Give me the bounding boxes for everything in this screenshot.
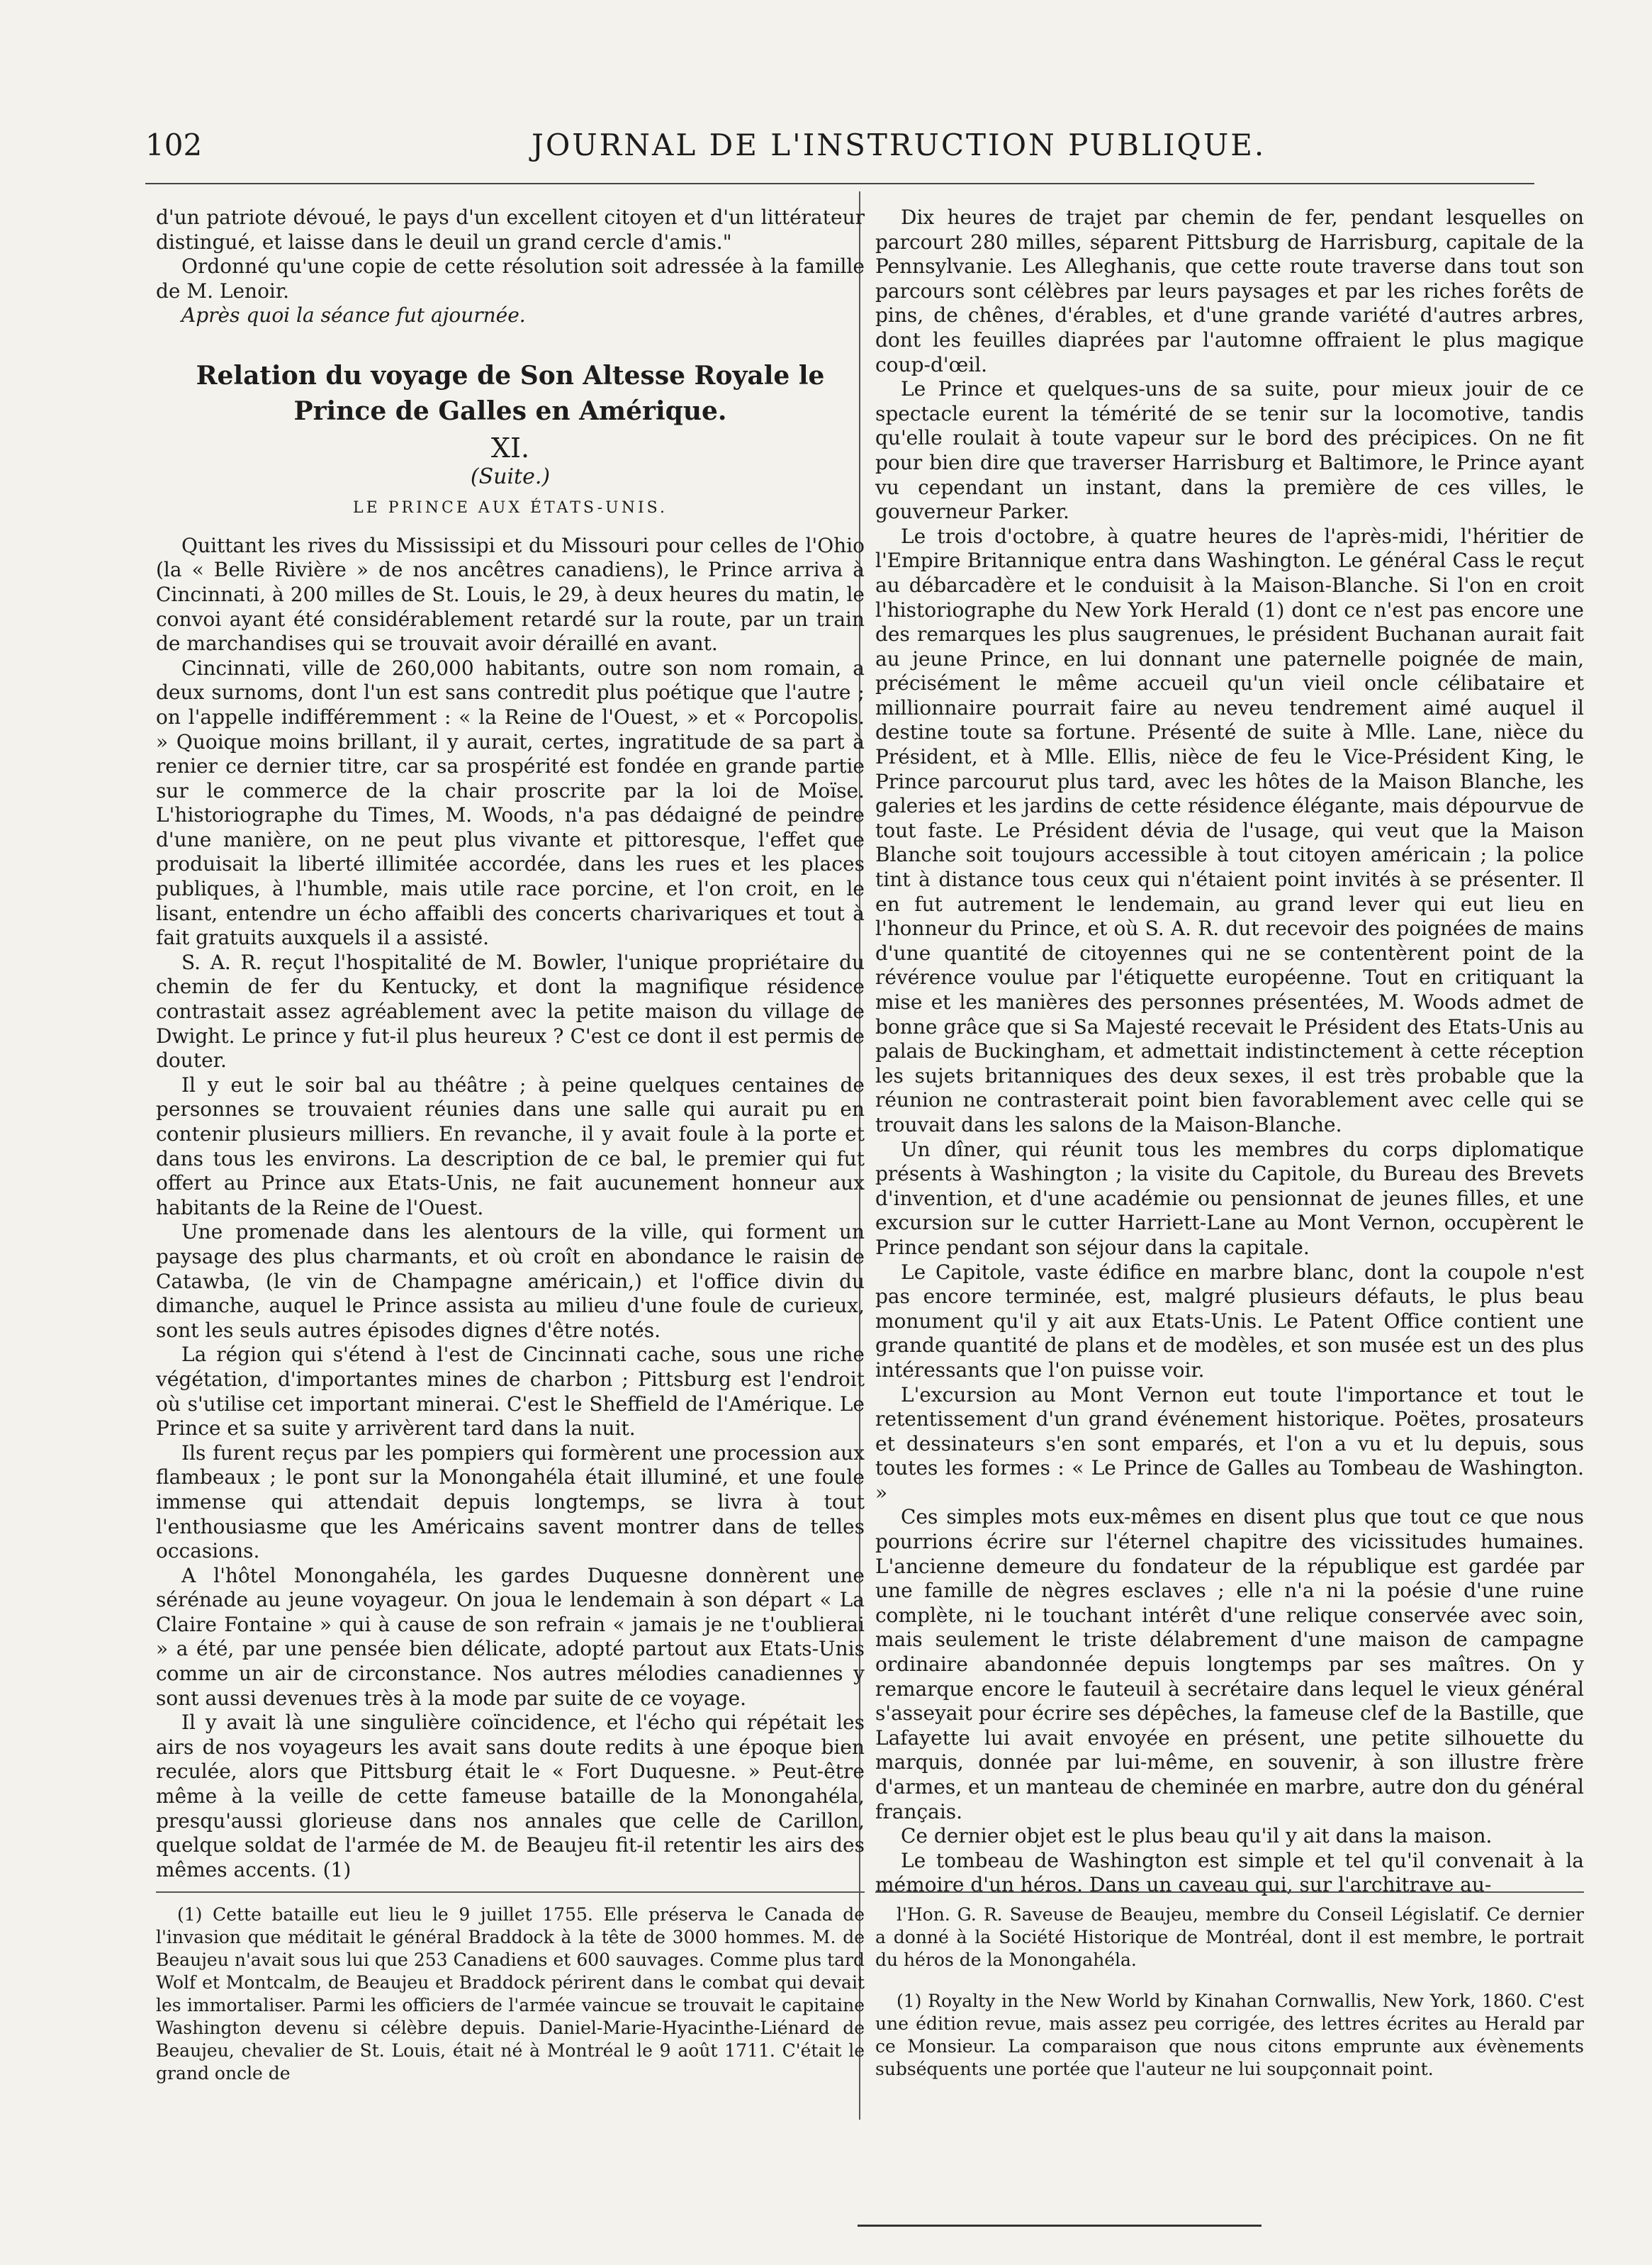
page-number: 102 bbox=[145, 128, 203, 162]
page-header bbox=[145, 128, 1534, 177]
section-subheading: LE PRINCE AUX ÉTATS-UNIS. bbox=[353, 499, 668, 518]
body-paragraph: Une promenade dans les alentours de la ville, qui forment un paysage des plus charmants, et où croît en abondance le raisin de Catawba, (le vin de Champagne américain,) et l'office divin du dimanche, auquel le Prince assista au milieu d'une foule de curieux, sont les seuls autres épisodes dignes d'être notés. bbox=[156, 1220, 865, 1342]
body-paragraph: Cincinnati, ville de 260,000 habitants, outre son nom romain, a deux surnoms, dont l'un est sans contredit plus poétique que l'autre ; on l'appelle indifféremment : « la Reine de l'Ouest, » et « Porcopolis. » Quoique moins brillant, il y aurait, certes, ingratitude de sa part à renier ce dernier titre, car sa prospérité est fondée en grande partie sur le commerce de la chair proscrite par la loi de Moïse. L'historiographe du Times, M. Woods, n'a pas dédaigné de peindre d'une manière, on ne peut plus vivante et pittoresque, l'effet que produisait la liberté illimitée accordée, dans les rues et les places publiques, à l'humble, mais utile race porcine, et l'on croit, en le lisant, entendre un écho affaibli des concerts charivariques et tout à fait gratuits auxquels il a assisté. bbox=[156, 656, 865, 950]
right-column bbox=[875, 206, 1584, 1898]
intro-paragraph: Après quoi la séance fut ajournée. bbox=[181, 303, 526, 328]
body-paragraph: Quittant les rives du Mississipi et du Missouri pour celles de l'Ohio (la « Belle Rivière » de nos ancêtres canadiens), le Prince arriva à Cincinnati, à 200 milles de St. Louis, le 29, à deux heures du matin, le convoi ayant été considérablement retardé sur la route, par un train de marchandises qui se trouvait avoir déraillé en avant. bbox=[156, 533, 865, 656]
intro-paragraph: d'un patriote dévoué, le pays d'un excellent citoyen et d'un littérateur distingué, et laisse dans le deuil un grand cercle d'amis." bbox=[156, 206, 865, 254]
article-title-line: Relation du voyage de Son Altesse Royale le bbox=[196, 360, 825, 391]
footnote-continuation: l'Hon. G. R. Saveuse de Beaujeu, membre du Conseil Législatif. Ce dernier a donné à la Société Historique de Montréal, dont il est membre, le portrait du héros de la Monongahéla. bbox=[875, 1904, 1584, 1970]
article-title-line: Prince de Galles en Amérique. bbox=[293, 396, 727, 426]
body-paragraph: Le Capitole, vaste édifice en marbre blanc, dont la coupole n'est pas encore terminée, est, malgré plusieurs défauts, le plus beau monument qu'il y ait aux Etats-Unis. Le Patent Office contient une grande quantité de plans et de modèles, et son musée est un des plus intéressants que l'on puisse voir. bbox=[875, 1260, 1584, 1382]
body-paragraph: Le Prince et quelques-uns de sa suite, pour mieux jouir de ce spectacle eurent la témérité de se tenir sur la locomotive, tandis qu'elle roulait à toute vapeur sur le bord des précipices. On ne fit pour bien dire que traverser Harrisburg et Baltimore, le Prince ayant vu cependant un instant, dans la première de ces villes, le gouverneur Parker. bbox=[875, 377, 1584, 524]
footnote-rule-right bbox=[875, 1891, 1584, 1893]
body-paragraph: Le tombeau de Washington est simple et tel qu'il convenait à la mémoire d'un héros. Dans un caveau qui, sur l'architrave au- bbox=[875, 1848, 1584, 1897]
article-title bbox=[156, 358, 865, 429]
body-paragraph: L'excursion au Mont Vernon eut toute l'importance et tout le retentissement d'un grand événement historique. Poëtes, prosateurs et dessinateurs s'en sont emparés, et l'on a vu et lu depuis, sous toutes les formes : « Le Prince de Galles au Tombeau de Washington. » bbox=[875, 1382, 1584, 1504]
body-paragraph: Dix heures de trajet par chemin de fer, pendant lesquelles on parcourt 280 milles, séparent Pittsburg de Harrisburg, capitale de la Pennsylvanie. Les Alleghanis, que cette route traverse dans tout son parcours sont célèbres par leurs paysages et par les riches forêts de pins, de chênes, d'érables, et d'une grande variété d'autres arbres, dont les feuilles diaprées par l'automne offraient le plus magique coup-d'œil. bbox=[875, 206, 1584, 376]
running-title: JOURNAL DE L'INSTRUCTION PUBLIQUE. bbox=[532, 128, 1266, 162]
body-paragraph: La région qui s'étend à l'est de Cincinnati cache, sous une riche végétation, d'importantes mines de charbon ; Pittsburg est l'endroit où s'utilise cet important minerai. C'est le Sheffield de l'Amérique. Le Prince et sa suite y arrivèrent tard dans la nuit. bbox=[156, 1343, 865, 1441]
intro-paragraph: Ordonné qu'une copie de cette résolution soit adressée à la famille de M. Lenoir. bbox=[156, 255, 865, 303]
suite-label: (Suite.) bbox=[470, 464, 551, 489]
body-paragraph: S. A. R. reçut l'hospitalité de M. Bowler, l'unique propriétaire du chemin de fer du Kentucky, et dont la magnifique résidence contrastait assez agréablement avec la petite maison du village de Dwight. Le prince y fut-il plus heureux ? C'est ce dont il est permis de douter. bbox=[156, 950, 865, 1073]
body-paragraph: A l'hôtel Monongahéla, les gardes Duquesne donnèrent une sérénade au jeune voyageur. On joua le lendemain à son départ « La Claire Fontaine » qui à cause de son refrain « jamais je ne t'oublierai » a été, par une pensée bien délicate, adopté partout aux Etats-Unis comme un air de circonstance. Nos autres mélodies canadiennes y sont aussi devenues très à la mode par suite de ce voyage. bbox=[156, 1563, 865, 1710]
footnotes-right bbox=[875, 1903, 1584, 2081]
body-paragraph: Il y avait là une singulière coïncidence, et l'écho qui répétait les airs de nos voyageurs les avait sans doute redits à une époque bien reculée, alors que Pittsburg était le « Fort Duquesne. » Peut-être même à la veille de cette fameuse bataille de la Monongahéla, presqu'aussi glorieuse dans nos annales que celle de Carillon, quelque soldat de l'armée de M. de Beaujeu fit-il retentir les airs des mêmes accents. (1) bbox=[156, 1711, 865, 1881]
footnote: (1) Royalty in the New World by Kinahan Cornwallis, New York, 1860. C'est une édition revue, mais assez peu corrigée, des lettres écrites au Herald par ce Monsieur. La comparaison que nous citons emprunte aux évènements subséquents une portée que l'auteur ne lui soupçonnait point. bbox=[875, 1991, 1584, 2079]
section-numeral: XI. bbox=[490, 432, 530, 464]
left-column bbox=[156, 206, 865, 1882]
body-paragraph: Ce dernier objet est le plus beau qu'il y ait dans la maison. bbox=[901, 1824, 1493, 1848]
footnote-rule-left bbox=[156, 1891, 865, 1893]
bottom-rule bbox=[858, 2225, 1262, 2227]
body-paragraph: Ils furent reçus par les pompiers qui formèrent une procession aux flambeaux ; le pont sur la Monongahéla était illuminé, et une foule immense qui attendait depuis longtemps, se livra à tout l'enthousiasme que les Américains savent montrer dans de telles occasions. bbox=[156, 1441, 865, 1563]
footnote: (1) Cette bataille eut lieu le 9 juillet 1755. Elle préserva le Canada de l'invasion que méditait le général Braddock à la tête de 3000 hommes. M. de Beaujeu n'avait sous lui que 253 Canadiens et 600 sauvages. Comme plus tard Wolf et Montcalm, de Beaujeu et Braddock périrent dans le combat qui devait les immortaliser. Parmi les officiers de l'armée vaincue se trouvait le capitaine Washington devenu si célèbre depuis. Daniel-Marie-Hyacinthe-Liénard de Beaujeu, chevalier de St. Louis, était né à Montréal le 9 août 1711. C'était le grand oncle de bbox=[156, 1904, 865, 2084]
body-paragraph: Le trois d'octobre, à quatre heures de l'après-midi, l'héritier de l'Empire Britannique entra dans Washington. Le général Cass le reçut au débarcadère et le conduisit à la Maison-Blanche. Si l'on en croit l'historiographe du New York Herald (1) dont ce n'est pas encore une des remarques les plus saugrenues, le président Buchanan aurait fait au jeune Prince, en lui donnant une paternelle poignée de main, précisément le même accueil qu'un vieil oncle célibataire et millionnaire pourrait faire au neveu tendrement aimé auquel il destine toute sa fortune. Présenté de suite à Mlle. Lane, nièce du Président, et à Mlle. Ellis, nièce de feu le Vice-Président King, le Prince parcourut plus tard, avec les hôtes de la Maison Blanche, les galeries et les jardins de cette résidence élégante, mais dépourvue de tout faste. Le Président dévia de l'usage, qui veut que la Maison Blanche soit toujours accessible à tout citoyen américain ; la police tint à distance tous ceux qui n'étaient point invités à se présenter. Il en fut autrement le lendemain, au grand lever qui eut lieu en l'honneur du Prince, et où S. A. R. dut recevoir des poignées de mains d'une quantité de citoyennes qui ne se contentèrent point de la révérence voulue par l'étiquette européenne. Tout en critiquant la mise et les manières des personnes présentées, M. Woods admet de bonne grâce que si Sa Majesté recevait le Président des Etats-Unis au palais de Buckingham, et admettait indistinctement à cette réception les sujets britanniques des deux sexes, il est très probable que la réunion ne contrasterait point bien favorablement avec celle qui se trouvait dans les salons de la Maison-Blanche. bbox=[875, 524, 1584, 1136]
body-paragraph: Un dîner, qui réunit tous les membres du corps diplomatique présents à Washington ; la visite du Capitole, du Bureau des Brevets d'invention, et d'une académie ou pensionnat de jeunes filles, et une excursion sur le cutter Harriett-Lane au Mont Vernon, occupèrent le Prince pendant son séjour dans la capitale. bbox=[875, 1137, 1584, 1259]
body-paragraph: Il y eut le soir bal au théâtre ; à peine quelques centaines de personnes se trouvaient réunies dans une salle qui aurait pu en contenir plusieurs milliers. En revanche, il y avait foule à la porte et dans tous les environs. La description de ce bal, le premier qui fut offert au Prince aux Etats-Unis, ne fait aucunement honneur aux habitants de la Reine de l'Ouest. bbox=[156, 1073, 865, 1219]
body-paragraph: Ces simples mots eux-mêmes en disent plus que tout ce que nous pourrions écrire sur l'éternel chapitre des vicissitudes humaines. L'ancienne demeure du fondateur de la république est gardée par une famille de nègres esclaves ; elle n'a ni la poésie d'une ruine complète, ni le touchant intérêt d'une relique conservée avec soin, mais seulement le triste délabrement d'une maison de campagne ordinaire abandonnée depuis longtemps par ses maîtres. On y remarque encore le fauteuil à secrétaire dans lequel le vieux général s'asseyait pour écrire ses dépêches, la fameuse clef de la Bastille, que Lafayette lui avait envoyée en présent, une petite silhouette du marquis, donnée par lui-même, en souvenir, à son illustre frère d'armes, et un manteau de cheminée en marbre, autre don du général français. bbox=[875, 1505, 1585, 1823]
footnotes-left bbox=[156, 1903, 865, 2085]
header-rule bbox=[145, 183, 1534, 184]
